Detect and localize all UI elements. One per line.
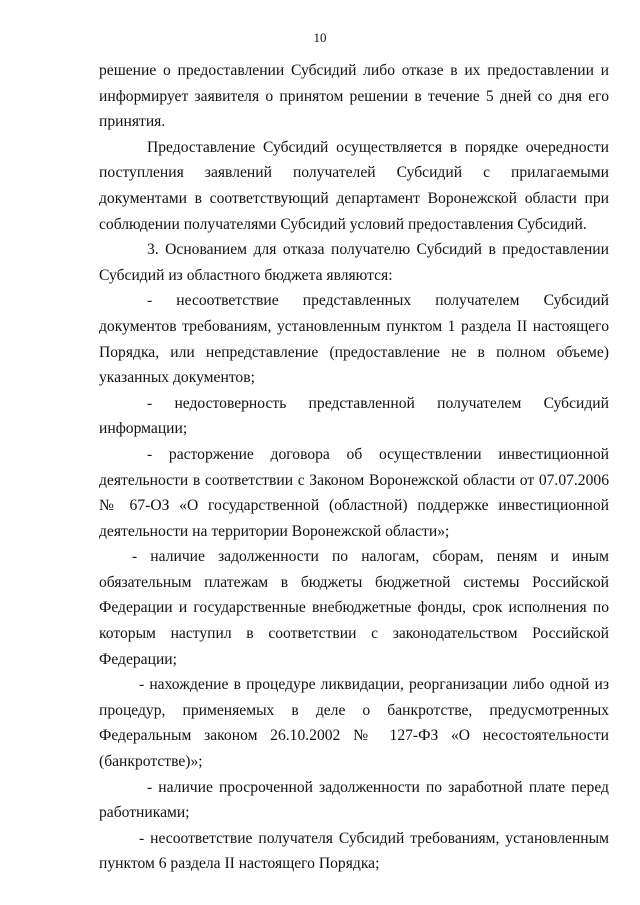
paragraph-subsidy-order: Предоставление Субсидий осуществляется в порядке очередности поступления заявлений получателей Субсидий с прилагаемыми документами в соответствующий департамент Воронежской области при соблюдении получателями Субсидий условий предоставления Субсидий. bbox=[99, 138, 609, 233]
paragraph-decision-continuation: решение о предоставлении Субсидий либо отказе в их предоставлении и информирует заявителя о принятом решении в течение 5 дней со дня его принятия. bbox=[99, 62, 609, 131]
document-body bbox=[99, 58, 609, 877]
list-item-contract-termination: - расторжение договора об осуществлении инвестиционной деятельности в соответствии с Законом Воронежской области от 07.07.2006 № 67-ОЗ «О государственной (областной) поддержке инвестиционной деятельности на территории Воронежской области»; bbox=[99, 445, 609, 540]
list-item-wage-arrears: - наличие просроченной задолженности по заработной плате перед работниками; bbox=[99, 778, 609, 822]
list-item-requirements-mismatch: - несоответствие получателя Субсидий требованиям, установленным пунктом 6 раздела II настоящего Порядка; bbox=[99, 829, 609, 873]
list-item-false-information: - недостоверность представленной получателем Субсидий информации; bbox=[99, 394, 609, 438]
list-item-liquidation: - нахождение в процедуре ликвидации, реорганизации либо одной из процедур, применяемых в деле о банкротстве, предусмотренных Федеральным законом 26.10.2002 № 127-ФЗ «О несостоятельности (банкротстве)»; bbox=[99, 676, 609, 771]
list-item-tax-debt: - наличие задолженности по налогам, сборам, пеням и иным обязательным платежам в бюджеты бюджетной системы Российской Федерации и государственные внебюджетные фонды, срок исполнения по которым наступил в соответствии с законодательством Российской Федерации; bbox=[99, 548, 609, 668]
paragraph-refusal-grounds: 3. Основанием для отказа получателю Субсидий в предоставлении Субсидий из областного бюджета являются: bbox=[99, 241, 609, 284]
list-item-document-mismatch: - несоответствие представленных получателем Субсидий документов требованиям, установленным пунктом 1 раздела II настоящего Порядка, или непредставление (предоставление не в полном объеме) указанных документов; bbox=[99, 292, 609, 387]
page-number: 10 bbox=[313, 30, 327, 45]
